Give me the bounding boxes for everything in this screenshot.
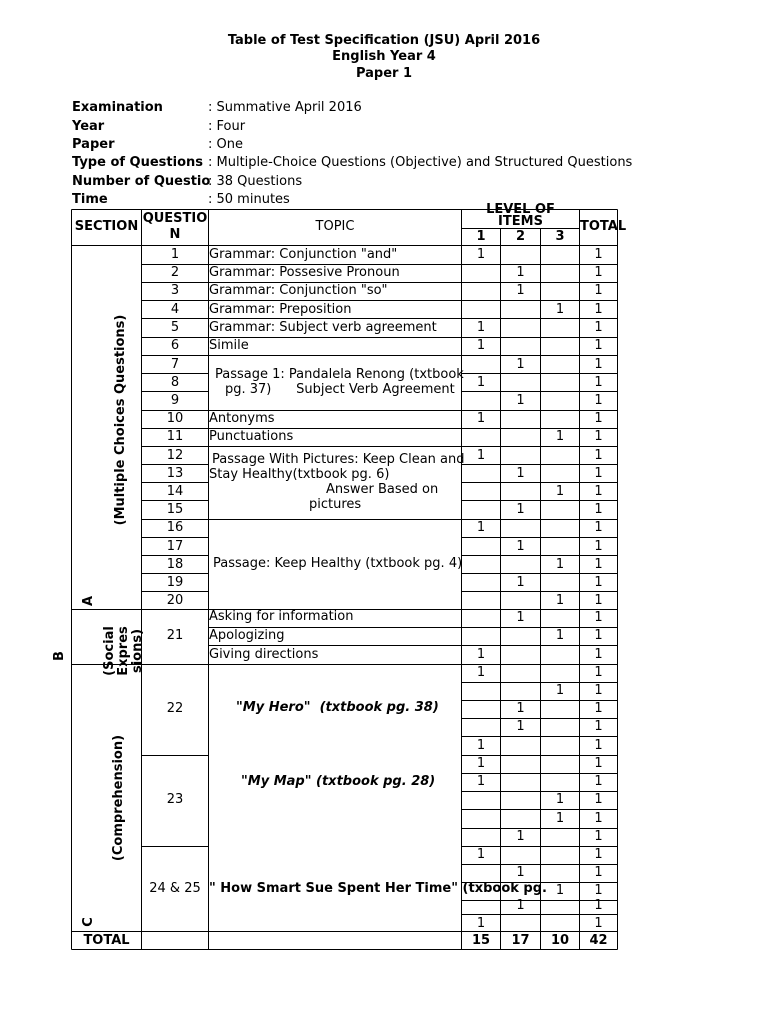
question-number: 11 — [166, 429, 184, 444]
row-total: 1 — [594, 865, 603, 880]
level-cell: 1 — [476, 847, 486, 862]
meta-label: Year — [72, 119, 105, 134]
question-number: 6 — [170, 338, 180, 353]
meta-value: : 38 Questions — [208, 174, 303, 189]
meta-value: : Four — [208, 119, 246, 134]
header-question — [142, 211, 208, 243]
level-cell: 1 — [476, 520, 486, 535]
topic: Grammar: Possesive Pronoun — [209, 265, 400, 280]
row-total: 1 — [594, 484, 603, 499]
header-topic: TOPIC — [315, 219, 355, 234]
total-level-3: 10 — [550, 933, 570, 948]
question-number: 21 — [166, 628, 184, 643]
header-section: SECTION — [74, 219, 139, 234]
row-total: 1 — [594, 792, 603, 807]
topic: Apologizing — [209, 628, 285, 643]
section-c-label: (Comprehension) — [111, 734, 126, 862]
question-number: 3 — [170, 283, 180, 298]
meta-value: : Multiple-Choice Questions (Objective) and Structured Questions — [208, 155, 633, 170]
level-cell: 1 — [476, 375, 486, 390]
level-cell: 1 — [476, 665, 486, 680]
level-cell: 1 — [555, 811, 565, 826]
question-number: 1 — [170, 247, 180, 262]
level-cell: 1 — [476, 738, 486, 753]
row-total: 1 — [594, 683, 603, 698]
level-cell: 1 — [476, 756, 486, 771]
level-cell: 1 — [476, 247, 486, 262]
level-cell: 1 — [476, 647, 486, 662]
level-cell: 1 — [555, 628, 565, 643]
row-total: 1 — [594, 466, 603, 481]
row-total: 1 — [594, 738, 603, 753]
level-cell: 1 — [555, 302, 565, 317]
question-number: 10 — [166, 411, 184, 426]
section-c-letter: C — [81, 917, 96, 927]
header-level-3: 3 — [555, 229, 565, 244]
total-level-1: 15 — [471, 933, 491, 948]
row-total: 1 — [594, 320, 603, 335]
level-cell: 1 — [516, 719, 525, 734]
level-cell: 1 — [476, 916, 486, 931]
level-cell: 1 — [476, 774, 486, 789]
row-total: 1 — [594, 429, 603, 444]
level-cell: 1 — [516, 865, 525, 880]
level-cell: 1 — [516, 265, 525, 280]
level-cell: 1 — [516, 393, 525, 408]
header-question-line: N — [169, 227, 181, 242]
level-cell: 1 — [516, 701, 525, 716]
total-level-2: 17 — [511, 933, 530, 948]
topic: Simile — [209, 338, 249, 353]
header-question-line: QUESTIO — [142, 211, 208, 226]
level-cell: 1 — [555, 792, 565, 807]
section-a-letter: A — [81, 595, 96, 607]
section-b-label-line: (Social — [102, 626, 117, 676]
level-cell: 1 — [555, 683, 565, 698]
question-number: 4 — [170, 302, 180, 317]
topic: Stay Healthy(txtbook pg. 6) — [209, 467, 390, 482]
row-total: 1 — [594, 811, 603, 826]
level-cell: 1 — [476, 338, 486, 353]
header-level-2: 2 — [515, 229, 526, 244]
topic: Passage With Pictures: Keep Clean and — [212, 452, 465, 467]
level-cell: 1 — [476, 411, 486, 426]
meta-value: : Summative April 2016 — [208, 100, 362, 115]
topic: Asking for information — [209, 609, 354, 624]
question-number: 16 — [166, 520, 184, 535]
total-grand: 42 — [589, 933, 608, 948]
level-cell: 1 — [476, 320, 486, 335]
row-total: 1 — [594, 774, 603, 789]
level-cell: 1 — [555, 883, 565, 898]
meta-value: : 50 minutes — [208, 192, 290, 207]
question-number: 20 — [166, 593, 184, 608]
question-number: 5 — [170, 320, 180, 335]
topic: "My Hero" (txtbook pg. 38) — [236, 700, 439, 715]
row-total: 1 — [594, 265, 603, 280]
topic: Punctuations — [209, 429, 294, 444]
row-total: 1 — [594, 647, 603, 662]
question-number: 13 — [166, 466, 184, 481]
row-total: 1 — [594, 665, 603, 680]
row-total: 1 — [594, 338, 603, 353]
level-cell: 1 — [516, 575, 525, 590]
question-number: 12 — [166, 448, 184, 463]
topic: Passage: Keep Healthy (txtbook pg. 4) — [213, 556, 463, 571]
row-total: 1 — [594, 247, 603, 262]
row-total: 1 — [594, 593, 603, 608]
question-number: 18 — [166, 557, 184, 572]
row-total: 1 — [594, 520, 603, 535]
meta-label: Examination — [72, 100, 163, 115]
level-cell: 1 — [516, 502, 525, 517]
level-cell: 1 — [516, 283, 525, 298]
row-total: 1 — [594, 916, 603, 931]
level-cell: 1 — [516, 357, 525, 372]
row-total: 1 — [594, 883, 603, 898]
topic: Answer Based on — [326, 482, 439, 497]
row-total: 1 — [594, 575, 603, 590]
question-number: 9 — [170, 393, 180, 408]
doc-paper: Paper 1 — [355, 66, 413, 81]
section-b-letter: B — [52, 651, 67, 661]
row-total: 1 — [594, 302, 603, 317]
section-b-label — [103, 623, 147, 679]
question-number: 8 — [170, 375, 180, 390]
level-cell: 1 — [555, 593, 565, 608]
header-level: LEVEL OF ITEMS — [486, 202, 555, 229]
level-cell: 1 — [555, 484, 565, 499]
topic: Grammar: Conjunction "so" — [209, 283, 388, 298]
section-a-label: (Multiple Choices Questions) — [113, 314, 128, 526]
question-number: 15 — [166, 502, 184, 517]
row-total: 1 — [594, 610, 603, 625]
question-number: 14 — [166, 484, 184, 499]
meta-label: Time — [72, 192, 108, 207]
topic: " How Smart Sue Spent Her Time" (txbook pg. — [209, 881, 547, 896]
header-level-1: 1 — [476, 229, 486, 244]
row-total: 1 — [594, 829, 603, 844]
topic: Passage 1: Pandalela Renong (txtbook — [215, 367, 464, 382]
header-total: TOTAL — [580, 219, 627, 234]
row-total: 1 — [594, 719, 603, 734]
topic: Grammar: Subject verb agreement — [209, 320, 437, 335]
row-total: 1 — [594, 375, 603, 390]
row-total: 1 — [594, 539, 603, 554]
row-total: 1 — [594, 448, 603, 463]
row-total: 1 — [594, 283, 603, 298]
question-number: 2 — [170, 265, 180, 280]
section-b-label-line: Expres — [116, 626, 131, 676]
question-number: 17 — [166, 539, 184, 554]
meta-label: Number of Questio — [72, 174, 211, 189]
doc-subtitle: English Year 4 — [332, 49, 436, 64]
question-number: 19 — [166, 575, 184, 590]
level-cell: 1 — [516, 829, 525, 844]
level-cell: 1 — [516, 466, 525, 481]
question-number: 22 — [166, 701, 184, 716]
topic: "My Map" (txtbook pg. 28) — [241, 774, 436, 789]
level-cell: 1 — [555, 429, 565, 444]
topic: Grammar: Preposition — [209, 302, 352, 317]
row-total: 1 — [594, 557, 603, 572]
doc-title: Table of Test Specification (JSU) April 2016 — [227, 33, 541, 48]
meta-value: : One — [208, 137, 243, 152]
question-number: 7 — [170, 357, 180, 372]
level-cell: 1 — [516, 610, 525, 625]
row-total: 1 — [594, 701, 603, 716]
level-cell: 1 — [516, 898, 525, 913]
section-b-label-line: sions) — [130, 628, 145, 674]
total-label: TOTAL — [83, 933, 130, 948]
row-total: 1 — [594, 393, 603, 408]
topic: Antonyms — [209, 411, 275, 426]
meta-label: Type of Questions — [72, 155, 204, 170]
level-cell: 1 — [555, 557, 565, 572]
topic: Grammar: Conjunction "and" — [209, 247, 398, 262]
topic: pg. 37) Subject Verb Agreement — [225, 382, 455, 397]
row-total: 1 — [594, 756, 603, 771]
row-total: 1 — [594, 502, 603, 517]
row-total: 1 — [594, 898, 603, 913]
row-total: 1 — [594, 411, 603, 426]
row-total: 1 — [594, 628, 603, 643]
topic: pictures — [309, 497, 362, 512]
level-cell: 1 — [476, 448, 486, 463]
question-number: 23 — [166, 792, 184, 807]
question-number: 24 & 25 — [149, 881, 201, 896]
row-total: 1 — [594, 847, 603, 862]
row-total: 1 — [594, 357, 603, 372]
level-cell: 1 — [516, 539, 525, 554]
topic: Giving directions — [209, 647, 319, 662]
meta-label: Paper — [72, 137, 115, 152]
